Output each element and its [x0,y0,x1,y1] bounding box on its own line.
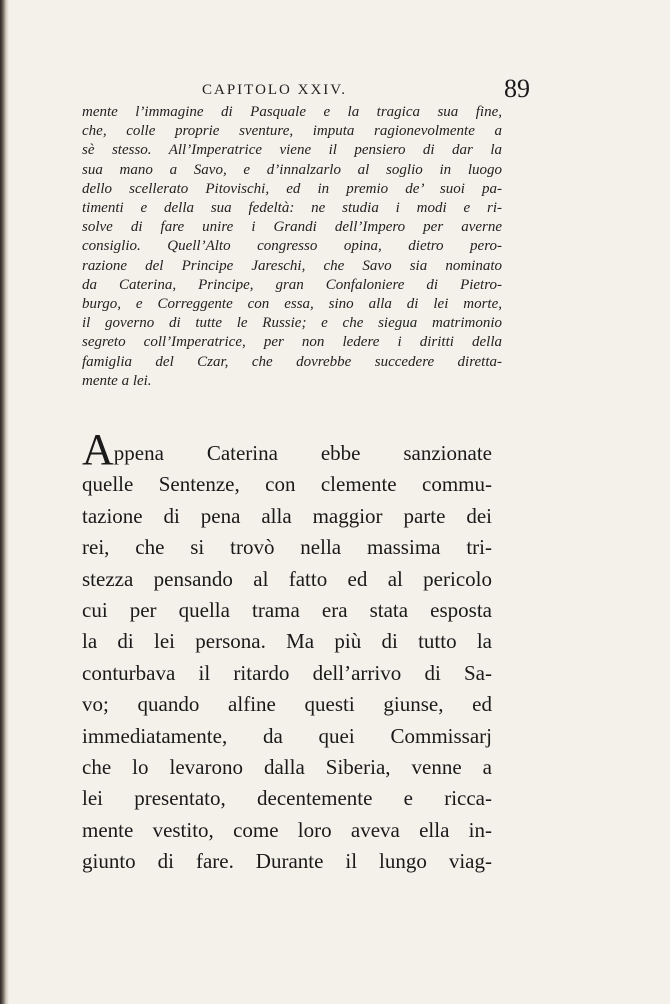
body-line: mente vestito, come loro aveva ella in- [82,817,492,842]
body-line: tazione di pena alla maggior parte dei [82,503,492,528]
body-line: lei presentato, decentemente e ricca- [82,786,492,811]
summary-line: timenti e della sua fedeltà: ne studia i modi e ri- [82,200,502,217]
summary-line: il governo di tutte le Russie; e che siegua matrimonio [82,315,502,332]
page-binding-edge [0,0,9,1004]
body-line: immediatamente, da quei Commissarj [82,723,492,748]
summary-line: segreto coll’Imperatrice, per non ledere i diritti della [82,334,502,351]
summary-line: da Caterina, Principe, gran Confaloniere di Pietro- [82,276,502,293]
body-line: che lo levarono dalla Siberia, venne a [82,755,492,780]
body-line: cui per quella trama era stata esposta [82,598,492,623]
summary-line: sè stesso. All’Imperatrice viene il pensiero di dar la [82,142,502,159]
summary-line: solve di fare unire i Grandi dell’Impero per averne [82,219,502,236]
summary-line: razione del Principe Jareschi, che Savo sia nominato [82,257,502,274]
summary-line: burgo, e Correggente con essa, sino alla di lei morte, [82,296,502,313]
running-head: CAPITOLO XXIV. [202,82,347,98]
summary-line: che, colle proprie sventure, imputa ragionevolmente a [82,123,502,140]
body-line: la di lei persona. Ma più di tutto la [82,629,492,654]
chapter-summary [82,103,502,391]
body-first-line-text: ppena Caterina ebbe sanzionate [113,441,492,465]
body-line: rei, che si trovò nella massima tri- [82,535,492,560]
drop-cap: A [82,425,114,474]
body-line: vo; quando alfine questi giunse, ed [82,692,492,717]
summary-line: dello scellerato Pitovischi, ed in premio de’ suoi pa- [82,180,502,197]
page-number: 89 [504,74,530,103]
summary-line: consiglio. Quell’Alto congresso opina, dietro pero- [82,238,502,255]
summary-line: sua mano a Savo, e d’innalzarlo al soglio in luogo [82,161,502,178]
body-line: conturbava il ritardo dell’arrivo di Sa- [82,660,492,685]
body-line: stezza pensando al fatto ed al pericolo [82,566,492,591]
summary-line: famiglia del Czar, che dovrebbe succedere diretta- [82,353,502,370]
summary-line: mente a lei. [82,372,152,389]
body-line: giunto di fare. Durante il lungo viag- [82,849,492,874]
body-text [82,425,492,878]
summary-line: mente l’immagine di Pasquale e la tragica sua fine, [82,104,502,120]
body-first-line [82,425,492,474]
body-line: quelle Sentenze, con clemente commu- [82,472,492,497]
